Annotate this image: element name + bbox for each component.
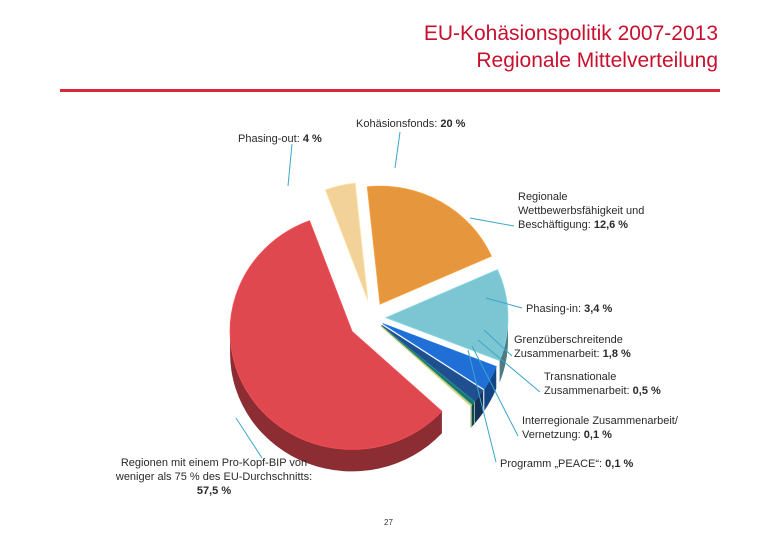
slice-label: Phasing-out: 4 % [238,133,322,145]
title-line-2: Regionale Mittelverteilung [476,49,718,72]
slice-label: Kohäsionsfonds: 20 % [356,118,466,130]
slice-label: Phasing-in: 3,4 % [526,303,613,315]
slice-label: Grenzüberschreitende Zusammenarbeit: 1,8 % [514,334,631,360]
slice-label: Transnationale Zusammenarbeit: 0,5 % [544,371,661,397]
slice-label: Regionen mit einem Pro-Kopf-BIP von weniger als 75 % des EU-Durchschnitts: 57,5 % [115,457,313,497]
pie-slice-side [471,405,472,428]
leader-line [470,218,514,226]
slice-value: 0,1 % [583,429,612,441]
pie-slice-side [471,405,472,428]
slice-value: 20 % [440,118,466,130]
leader-line [395,132,400,168]
slice-label: Regionale Wettbewerbsfähigkeit und Beschäftigung: 12,6 % [518,191,645,231]
slice-value: 57,5 % [196,485,232,497]
slice-value: 4 % [302,133,322,145]
slice-value: 1,8 % [602,348,631,360]
slice-value: 0,1 % [605,458,634,470]
title-line-1: EU-Kohäsionspolitik 2007-2013 [423,22,718,45]
page-number: 27 [384,518,393,527]
pie-slice-side [472,402,475,427]
slice-value: 0,5 % [632,385,661,397]
leader-line [288,144,292,186]
pie-slices [230,183,508,449]
slice-value: 3,4 % [584,303,613,315]
slice-label: Programm „PEACE“: 0,1 % [500,458,634,470]
slice-label: Interregionale Zusammenarbeit/ Vernetzung: 0,1 % [522,415,678,441]
slice-value: 12,6 % [593,219,629,231]
